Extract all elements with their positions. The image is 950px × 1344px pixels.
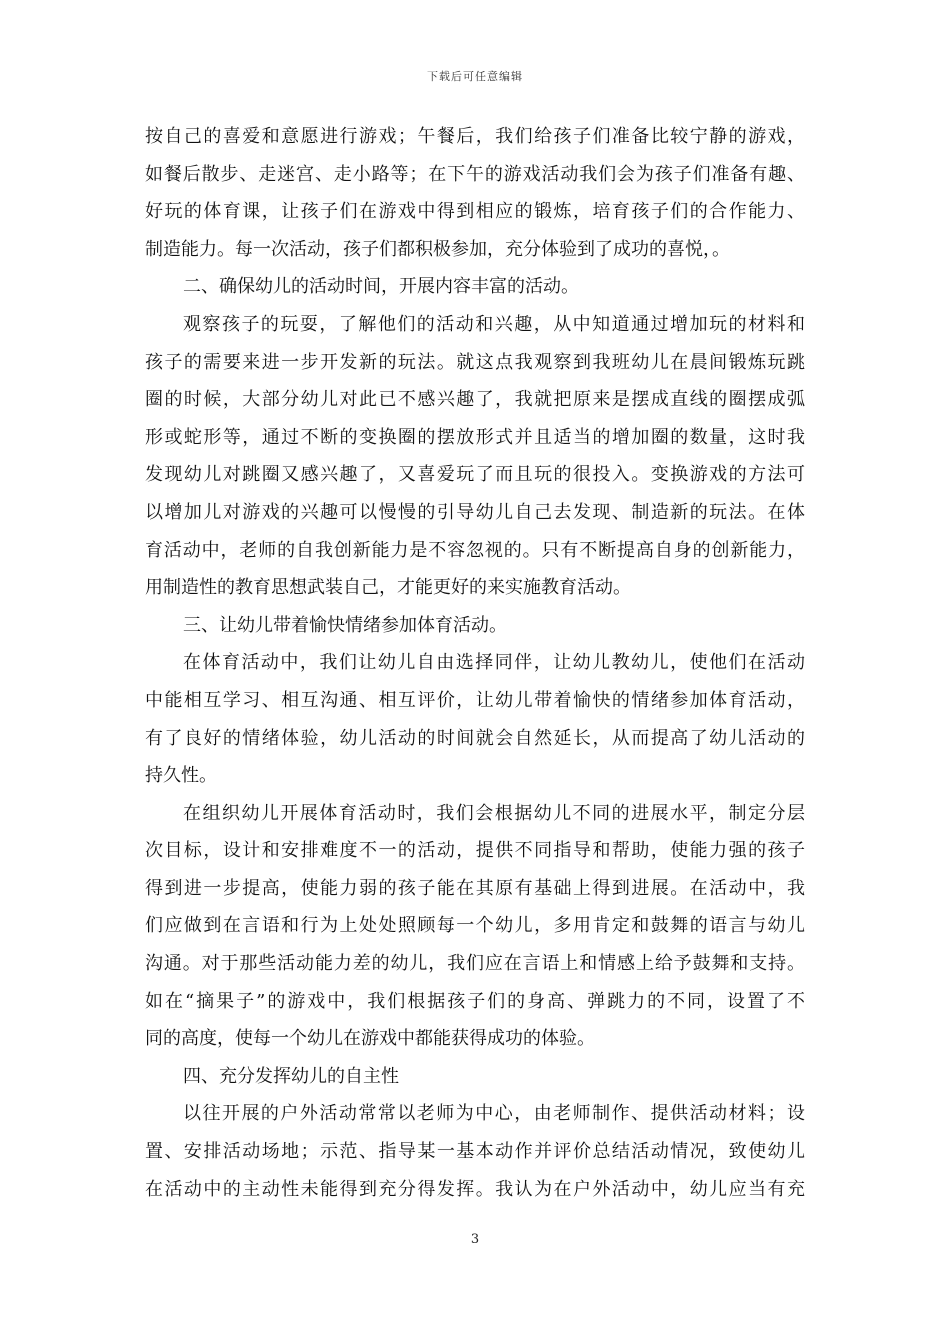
text-line: 如餐后散步、走迷宫、走小路等；在下午的游戏活动我们会为孩子们准备有趣、 [145, 163, 805, 185]
section-heading: 四、充分发挥幼儿的自主性 [183, 1065, 399, 1087]
text-line: 中能相互学习、相互沟通、相互评价，让幼儿带着愉快的情绪参加体育活动， [145, 689, 805, 711]
document-body [145, 118, 805, 1208]
text-line: 育活动中，老师的自我创新能力是不容忽视的。只有不断提高自身的创新能力， [145, 539, 805, 561]
text-line: 孩子的需要来进一步开发新的玩法。就这点我观察到我班幼儿在晨间锻炼玩跳 [145, 351, 805, 373]
text-line: 好玩的体育课，让孩子们在游戏中得到相应的锻炼，培育孩子们的合作能力、 [145, 201, 805, 223]
page-number: 3 [470, 1232, 480, 1247]
text-line: 置、安排活动场地；示范、指导某一基本动作并评价总结活动情况，致使幼儿 [145, 1141, 805, 1163]
text-line: 有了良好的情绪体验，幼儿活动的时间就会自然延长，从而提高了幼儿活动的 [145, 727, 805, 749]
text-line: 次目标，设计和安排难度不一的活动，提供不同指导和帮助，使能力强的孩子 [145, 840, 805, 862]
text-line: 观察孩子的玩耍，了解他们的活动和兴趣，从中知道通过增加玩的材料和 [183, 313, 805, 335]
text-line: 得到进一步提高，使能力弱的孩子能在其原有基础上得到进展。在活动中，我 [145, 877, 805, 899]
text-line: 沟通。对于那些活动能力差的幼儿，我们应在言语上和情感上给予鼓舞和支持。 [145, 953, 805, 975]
page-header: 下载后可任意编辑 [427, 70, 523, 83]
text-line: 在体育活动中，我们让幼儿自由选择同伴，让幼儿教幼儿，使他们在活动 [183, 652, 805, 674]
text-line: 形或蛇形等，通过不断的变换圈的摆放形式并且适当的增加圈的数量，这时我 [145, 426, 805, 448]
text-line: 如在“摘果子”的游戏中，我们根据孩子们的身高、弹跳力的不同，设置了不 [145, 990, 805, 1012]
text-line: 以增加儿对游戏的兴趣可以慢慢的引导幼儿自己去发现、制造新的玩法。在体 [145, 501, 805, 523]
text-line: 在组织幼儿开展体育活动时，我们会根据幼儿不同的进展水平，制定分层 [183, 802, 805, 824]
text-line: 发现幼儿对跳圈又感兴趣了，又喜爱玩了而且玩的很投入。变换游戏的方法可 [145, 464, 805, 486]
text-line: 按自己的喜爱和意愿进行游戏；午餐后，我们给孩子们准备比较宁静的游戏， [145, 126, 805, 147]
text-line: 持久性。 [145, 765, 217, 787]
text-line: 们应做到在言语和行为上处处照顾每一个幼儿，多用肯定和鼓舞的语言与幼儿 [145, 915, 805, 937]
text-line: 用制造性的教育思想武装自己，才能更好的来实施教育活动。 [145, 577, 631, 599]
text-line: 同的高度，使每一个幼儿在游戏中都能获得成功的体验。 [145, 1028, 595, 1050]
text-line: 圈的时候，大部分幼儿对此已不感兴趣了，我就把原来是摆成直线的圈摆成弧 [145, 389, 805, 411]
text-line: 以往开展的户外活动常常以老师为中心，由老师制作、提供活动材料；设 [183, 1103, 805, 1125]
text-line: 制造能力。每一次活动，孩子们都积极参加，充分体验到了成功的喜悦，。 [145, 238, 730, 260]
section-heading: 二、确保幼儿的活动时间，开展内容丰富的活动。 [183, 276, 579, 298]
section-heading: 三、让幼儿带着愉快情绪参加体育活动。 [183, 614, 507, 636]
text-line: 在活动中的主动性未能得到充分得发挥。我认为在户外活动中，幼儿应当有充 [145, 1178, 805, 1200]
